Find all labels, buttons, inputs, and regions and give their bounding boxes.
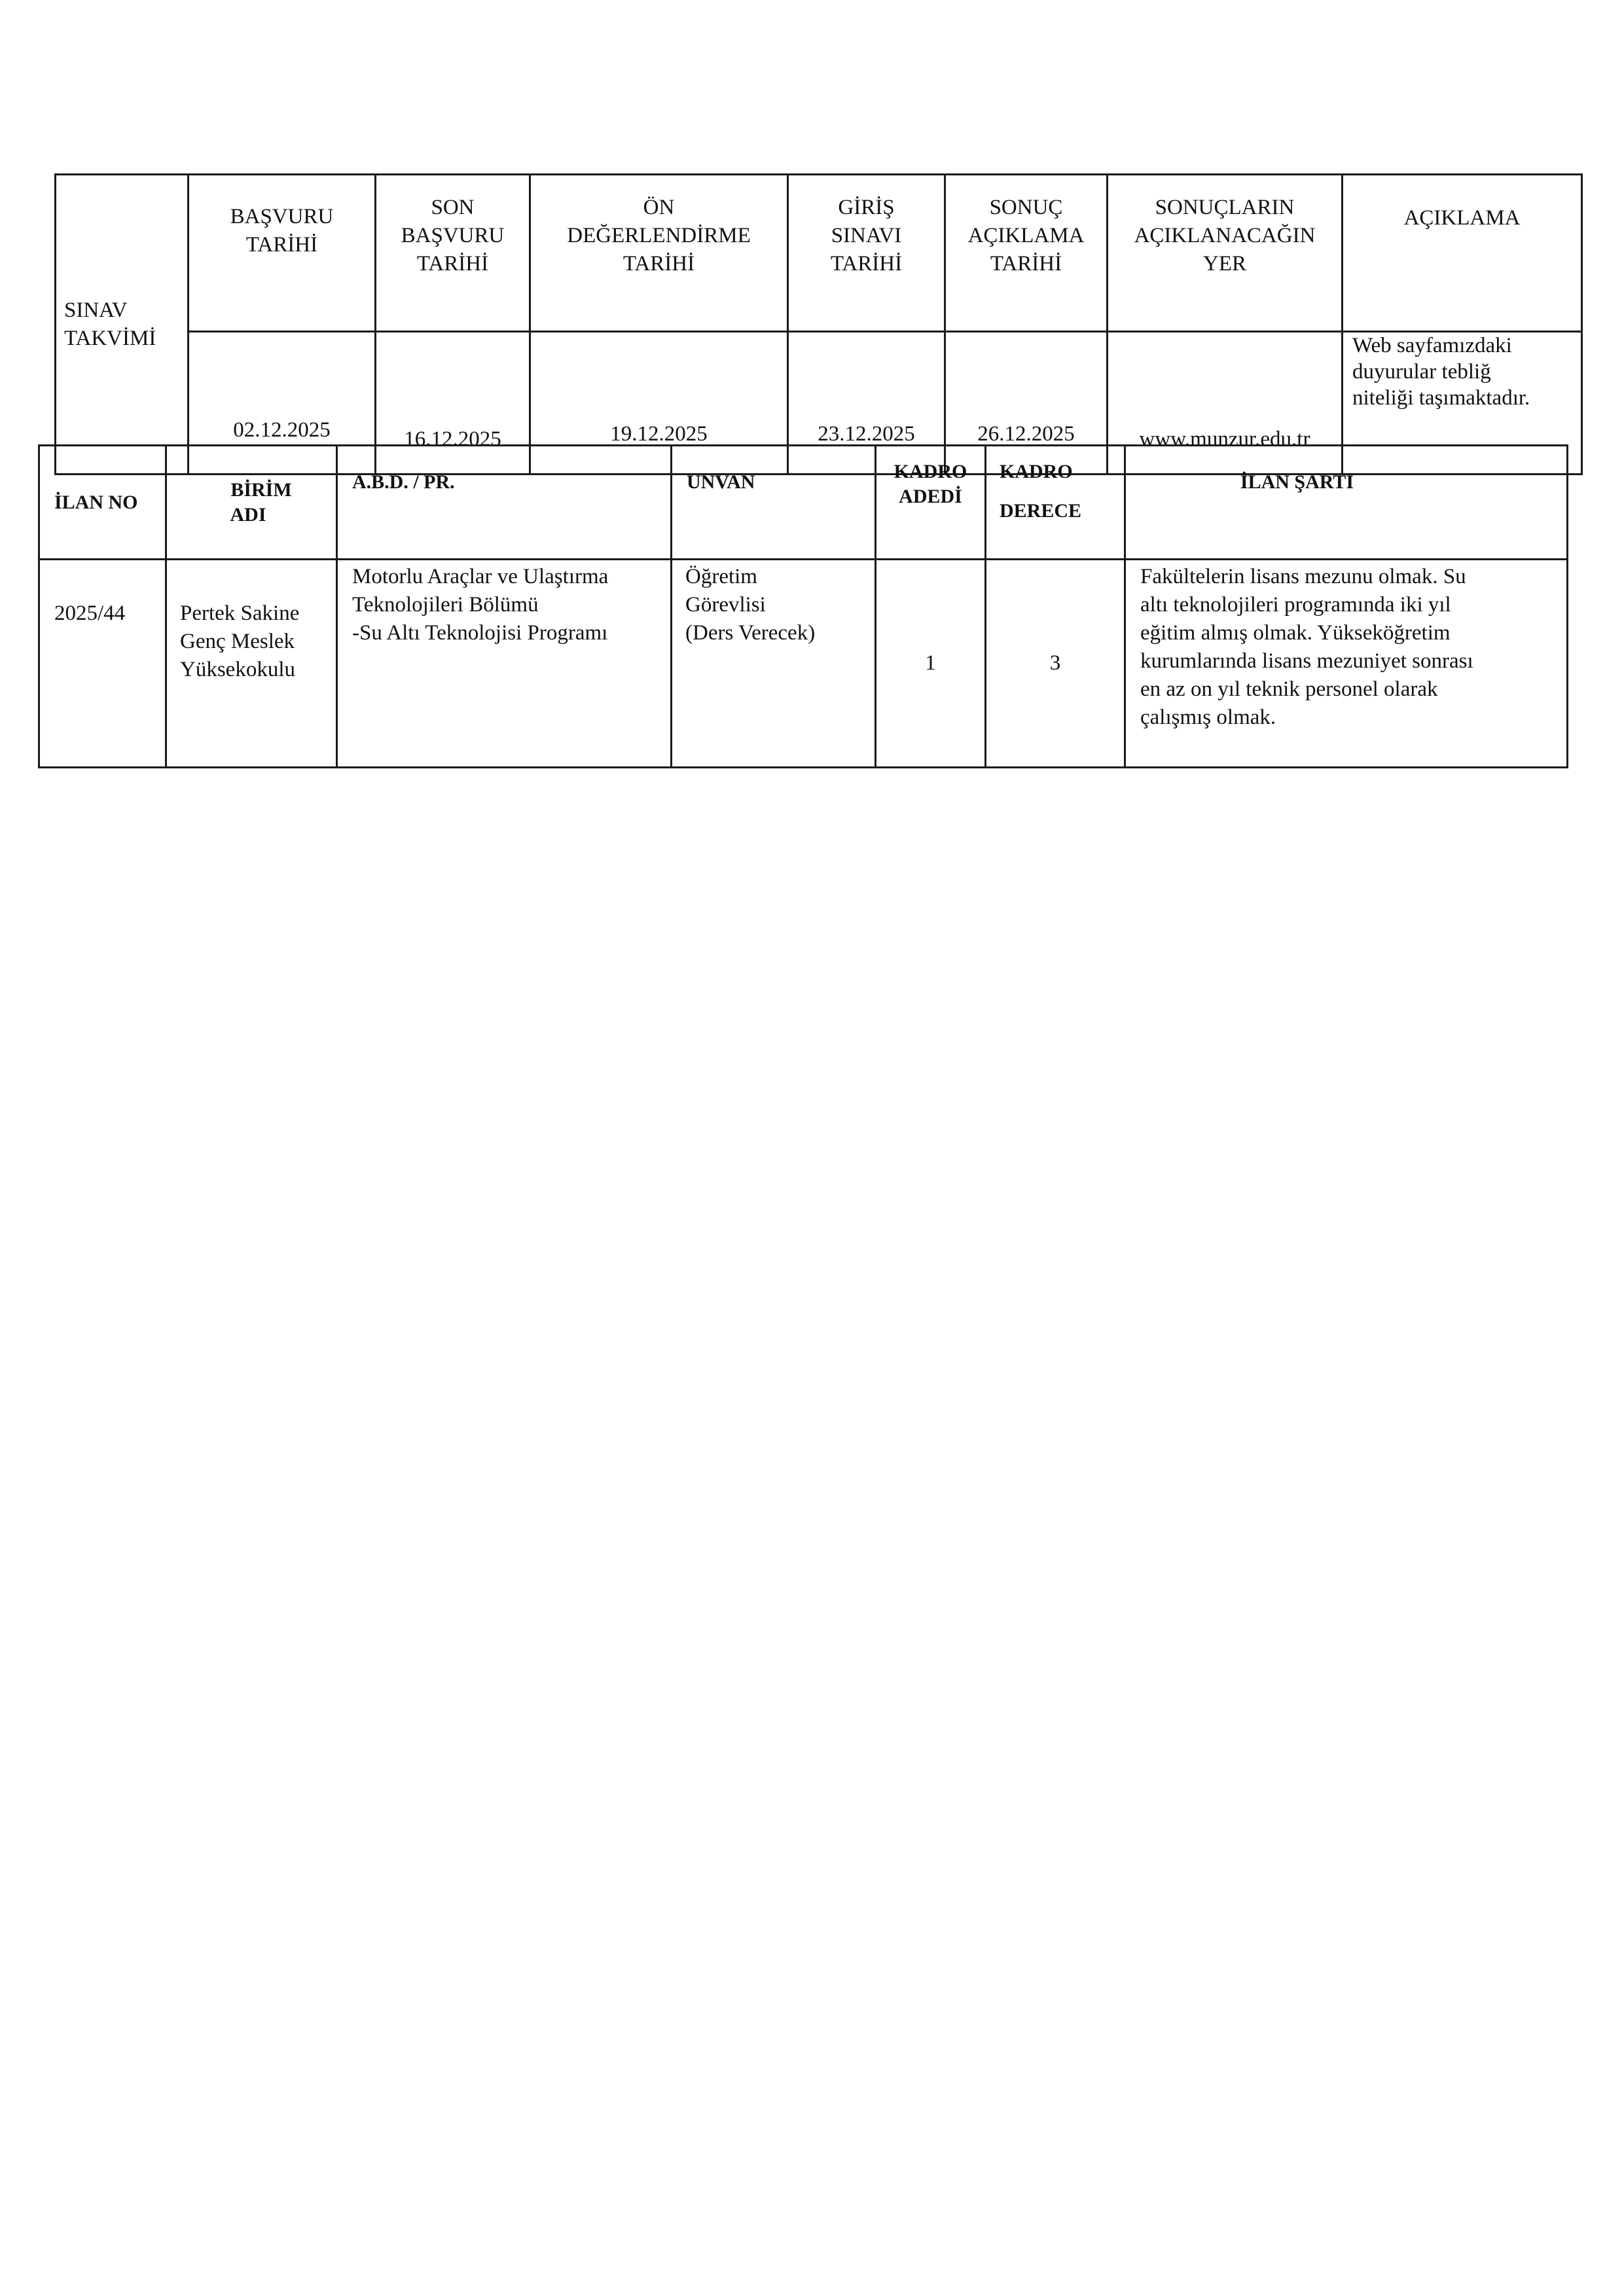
header-line: SINAVI bbox=[831, 224, 902, 247]
header-sonuc-aciklama-tarihi bbox=[945, 175, 1108, 332]
header-line: ADI bbox=[230, 503, 266, 526]
cell-birim-adi bbox=[166, 560, 337, 768]
header-giris-sinavi-tarihi bbox=[788, 175, 945, 332]
value-sonuclarin-yeri-link[interactable]: www.munzur.edu.tr bbox=[1108, 332, 1343, 475]
value-on-degerlendirme-tarihi: 19.12.2025 bbox=[530, 332, 788, 475]
header-kadro-adedi bbox=[876, 446, 986, 560]
cell-kadro-adedi: 1 bbox=[876, 560, 986, 768]
cell-ilan-sarti bbox=[1125, 560, 1568, 768]
header-line: KADRO bbox=[893, 461, 967, 482]
cell-line: Pertek Sakine bbox=[180, 601, 300, 625]
header-unvan: UNVAN bbox=[672, 446, 876, 560]
header-line: TARİHİ bbox=[830, 252, 903, 276]
note-line: Web sayfamızdaki bbox=[1352, 334, 1512, 357]
cell-line: Fakültelerin lisans mezunu olmak. Su bbox=[1140, 565, 1466, 588]
value-son-basvuru-tarihi: 16.12.2025 bbox=[376, 332, 530, 475]
header-line: YER bbox=[1203, 252, 1246, 276]
header-son-basvuru-tarihi bbox=[376, 175, 530, 332]
header-line: TARİHİ bbox=[990, 252, 1062, 276]
header-line: ÖN bbox=[643, 196, 675, 219]
exam-calendar-header-row bbox=[56, 175, 1582, 332]
header-line: SONUÇLARIN bbox=[1155, 196, 1295, 219]
header-line: BİRİM bbox=[230, 478, 292, 501]
header-ilan-no: İLAN NO bbox=[39, 446, 166, 560]
note-line: niteliği taşımaktadır. bbox=[1352, 386, 1530, 410]
cell-line: (Ders Verecek) bbox=[685, 621, 816, 645]
exam-calendar-row-label bbox=[56, 175, 189, 475]
header-on-degerlendirme-tarihi bbox=[530, 175, 788, 332]
header-line: AÇIKLAMA bbox=[1403, 206, 1521, 230]
cell-line: Genç Meslek bbox=[180, 630, 295, 653]
value-giris-sinavi-tarihi: 23.12.2025 bbox=[788, 332, 945, 475]
cell-line: Görevlisi bbox=[685, 593, 766, 617]
header-line: BAŞVURU bbox=[401, 224, 505, 247]
note-line: duyurular tebliğ bbox=[1352, 360, 1491, 384]
value-basvuru-tarihi: 02.12.2025 bbox=[189, 332, 376, 475]
header-sonuclarin-aciklanacagi-yer bbox=[1108, 175, 1343, 332]
cell-line: en az on yıl teknik personel olarak bbox=[1140, 677, 1438, 701]
header-line: KADRO bbox=[1000, 461, 1073, 482]
header-line: ADEDİ bbox=[899, 486, 962, 507]
row-label-line: TAKVİMİ bbox=[64, 326, 156, 350]
cell-kadro-derece: 3 bbox=[986, 560, 1125, 768]
header-line: TARİHİ bbox=[245, 233, 318, 257]
cell-line: Yüksekokulu bbox=[180, 658, 295, 681]
header-line: GİRİŞ bbox=[838, 196, 895, 219]
cell-ilan-no: 2025/44 bbox=[39, 560, 166, 768]
header-line: DEĞERLENDİRME bbox=[567, 224, 751, 247]
table-row bbox=[39, 560, 1568, 768]
cell-abd-pr bbox=[337, 560, 672, 768]
exam-calendar-table bbox=[54, 173, 1583, 475]
listing-table bbox=[38, 444, 1568, 768]
cell-line: -Su Altı Teknolojisi Programı bbox=[352, 621, 608, 645]
listing-header-row bbox=[39, 446, 1568, 560]
header-line: TARİHİ bbox=[416, 252, 489, 276]
header-basvuru-tarihi bbox=[189, 175, 376, 332]
cell-unvan bbox=[672, 560, 876, 768]
value-sonuc-aciklama-tarihi: 26.12.2025 bbox=[945, 332, 1108, 475]
cell-line: Teknolojileri Bölümü bbox=[352, 593, 539, 617]
header-line: AÇIKLANACAĞIN bbox=[1134, 224, 1316, 247]
header-abd-pr: A.B.D. / PR. bbox=[337, 446, 672, 560]
cell-line: eğitim almış olmak. Yükseköğretim bbox=[1140, 621, 1451, 645]
cell-line: çalışmış olmak. bbox=[1140, 706, 1276, 729]
cell-line: altı teknolojileri programında iki yıl bbox=[1140, 593, 1451, 617]
cell-line: kurumlarında lisans mezuniyet sonrası bbox=[1140, 649, 1473, 673]
header-line: BAŞVURU bbox=[230, 205, 334, 228]
header-line: DERECE bbox=[1000, 500, 1082, 522]
cell-line: Öğretim bbox=[685, 565, 757, 588]
header-line: SON bbox=[431, 196, 475, 219]
header-line: SONUÇ bbox=[989, 196, 1063, 219]
cell-line: Motorlu Araçlar ve Ulaştırma bbox=[352, 565, 609, 588]
header-birim-adi bbox=[166, 446, 337, 560]
header-line: AÇIKLAMA bbox=[967, 224, 1085, 247]
header-kadro-derece bbox=[986, 446, 1125, 560]
header-line: TARİHİ bbox=[623, 252, 695, 276]
header-ilan-sarti: İLAN ŞARTI bbox=[1125, 446, 1568, 560]
row-label-line: SINAV bbox=[64, 298, 128, 322]
header-aciklama bbox=[1343, 175, 1582, 332]
